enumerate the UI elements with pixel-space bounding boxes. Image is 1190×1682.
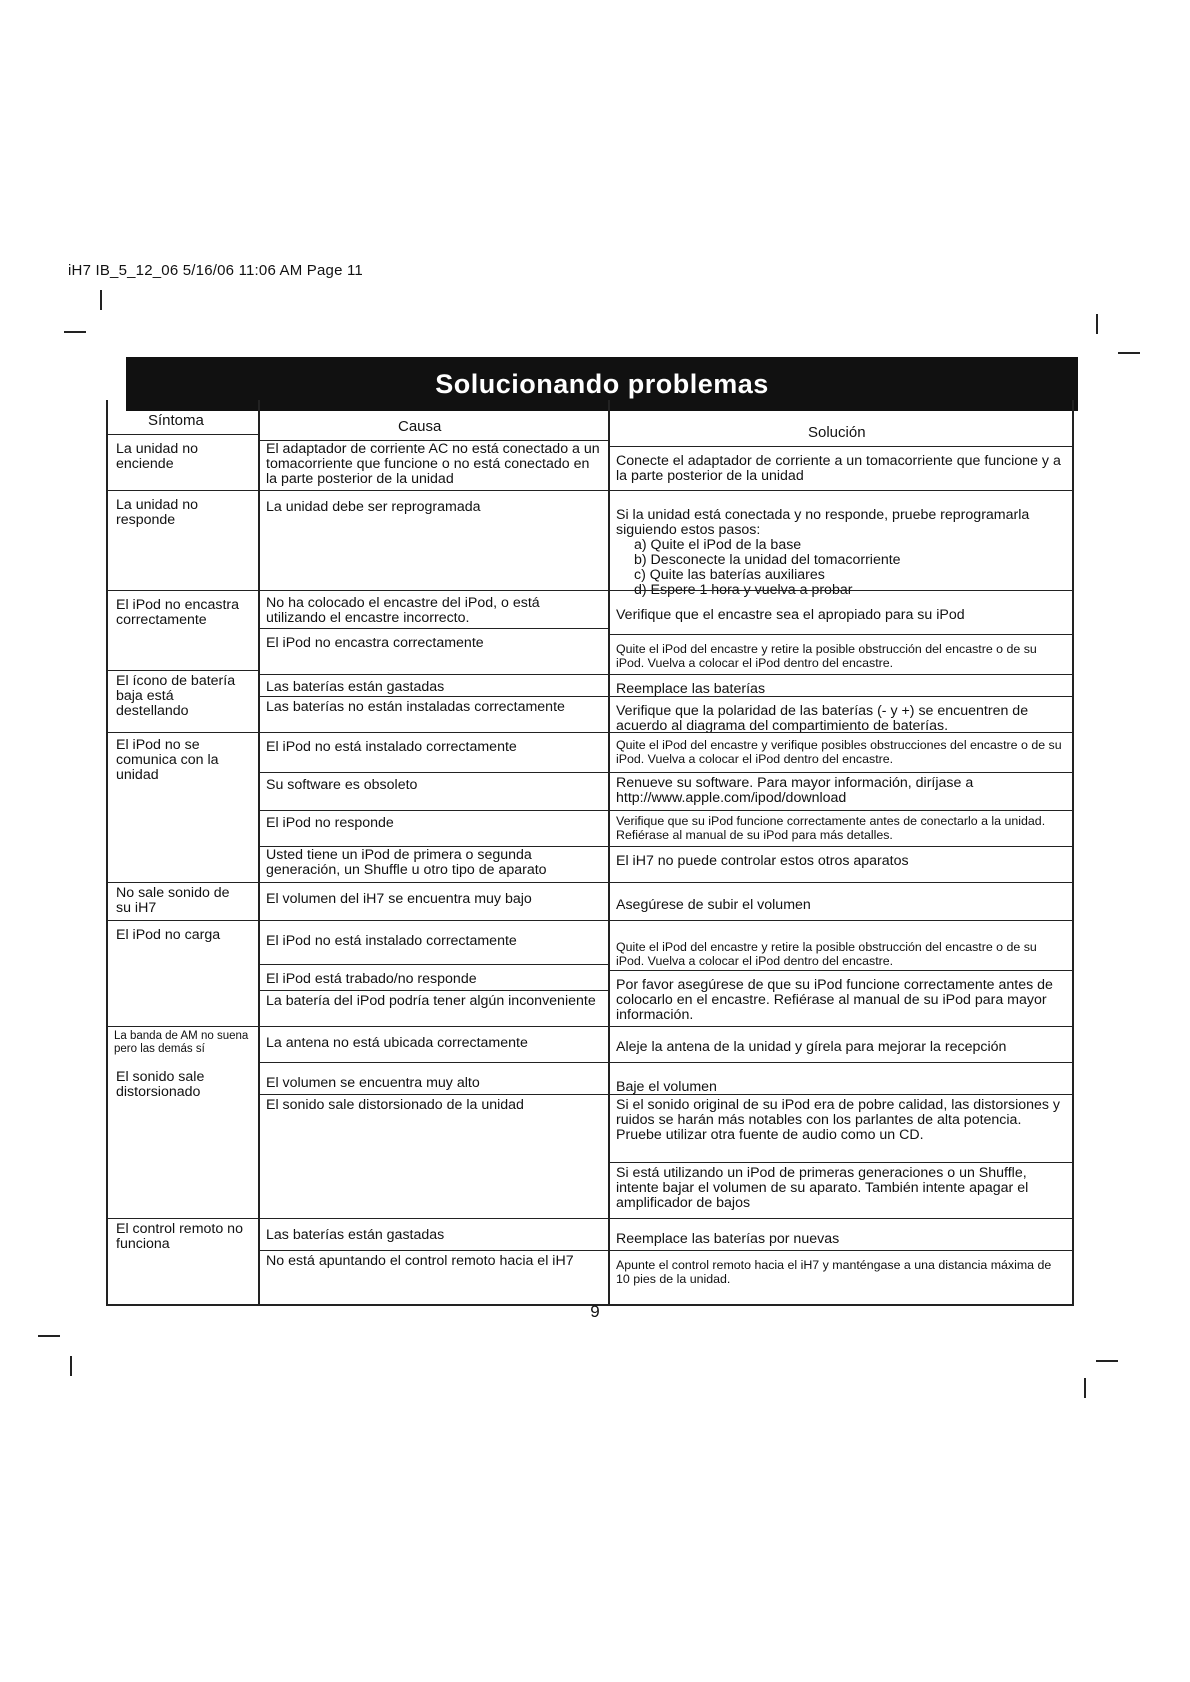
- solucion-4a: Reemplace las baterías: [616, 681, 766, 697]
- causa-1: El adaptador de corriente AC no está conectado a un tomacorriente que funcione o no está conectado en la parte posterior de la unidad: [266, 441, 600, 487]
- solucion-2-intro: Si la unidad está conectada y no responde, pruebe reprogramarla siguiendo estos pasos:: [616, 507, 1030, 538]
- causa-3a: No ha colocado el encastre del iPod, o está utilizando el encastre incorrecto.: [266, 595, 540, 626]
- solucion-5a: Quite el iPod del encastre y verifique posibles obstrucciones del encastre o de su iPod. Vuelva a colocar el iPod dentro del encastre.: [616, 738, 1062, 766]
- crop-mark-top-right-h: [1118, 352, 1140, 354]
- sintoma-9: El sonido sale distorsionado: [116, 1069, 205, 1100]
- causa-8: La antena no está ubicada correctamente: [266, 1035, 528, 1051]
- crop-mark-bottom-left-v: [70, 1356, 72, 1376]
- causa-5b: Su software es obsoleto: [266, 777, 418, 793]
- causa-7c: La batería del iPod podría tener algún inconveniente: [266, 993, 596, 1009]
- sintoma-1: La unidad no enciende: [116, 441, 199, 472]
- solucion-7b: Por favor asegúrese de que su iPod funcione correctamente antes de colocarlo en el encastre. Refiérase al manual de su iPod para mayor información.: [616, 977, 1053, 1023]
- sintoma-2: La unidad no responde: [116, 497, 199, 528]
- causa-5d: Usted tiene un iPod de primera o segunda generación, un Shuffle u otro tipo de aparato: [266, 847, 547, 878]
- solucion-9a: Baje el volumen: [616, 1079, 717, 1095]
- causa-9b: El sonido sale distorsionado de la unidad: [266, 1097, 524, 1113]
- crop-mark-top-left-v: [100, 290, 102, 310]
- header-solucion: Solución: [808, 424, 866, 441]
- reset-step-a: a) Quite el iPod de la base: [634, 537, 802, 553]
- causa-10b: No está apuntando el control remoto hacia el iH7: [266, 1253, 574, 1269]
- solucion-9b: Si el sonido original de su iPod era de pobre calidad, las distorsiones y ruidos se harán más notables con los parlantes de alta potencia. Pruebe utilizar otra fuente de audio como un CD.: [616, 1097, 1061, 1143]
- causa-4b: Las baterías no están instaladas correctamente: [266, 699, 565, 715]
- reset-steps-list: [616, 538, 1068, 598]
- solucion-5b: Renueve su software. Para mayor información, diríjase a http://www.apple.com/ipod/download: [616, 775, 974, 806]
- sintoma-6: No sale sonido de su iH7: [116, 885, 230, 916]
- solucion-4b: Verifique que la polaridad de las baterías (- y +) se encuentren de acuerdo al diagrama del compartimiento de baterías.: [616, 703, 1029, 734]
- sintoma-10: El control remoto no funciona: [116, 1221, 243, 1252]
- troubleshooting-table: [106, 400, 1074, 1306]
- page-title: Solucionando problemas: [435, 368, 769, 399]
- crop-mark-bottom-left-h: [38, 1335, 60, 1337]
- solucion-10b: Apunte el control remoto hacia el iH7 y manténgase a una distancia máxima de 10 pies de la unidad.: [616, 1258, 1052, 1286]
- reset-step-d: d) Espere 1 hora y vuelva a probar: [634, 582, 853, 598]
- causa-7b: El iPod está trabado/no responde: [266, 971, 477, 987]
- sintoma-7: El iPod no carga: [116, 927, 221, 943]
- solucion-8: Aleje la antena de la unidad y gírela para mejorar la recepción: [616, 1039, 1007, 1055]
- crop-mark-top-left-h: [64, 331, 86, 333]
- reset-step-b: b) Desconecte la unidad del tomacorriente: [634, 552, 901, 568]
- solucion-7a: Quite el iPod del encastre y retire la posible obstrucción del encastre o de su iPod. Vuelva a colocar el iPod dentro del encastre.: [616, 940, 1037, 968]
- sintoma-4: El ícono de batería baja está destellando: [116, 673, 236, 719]
- causa-4a: Las baterías están gastadas: [266, 679, 445, 695]
- solucion-5c: Verifique que su iPod funcione correctamente antes de conectarlo a la unidad. Refiérase al manual de su iPod para más detalles.: [616, 814, 1046, 842]
- crop-mark-top-right-v: [1096, 314, 1098, 334]
- print-slug: iH7 IB_5_12_06 5/16/06 11:06 AM Page 11: [68, 262, 363, 279]
- solucion-5d: El iH7 no puede controlar estos otros aparatos: [616, 853, 909, 869]
- crop-mark-bottom-right-h: [1096, 1360, 1118, 1362]
- solucion-10a: Reemplace las baterías por nuevas: [616, 1231, 840, 1247]
- solucion-9c: Si está utilizando un iPod de primeras generaciones o un Shuffle, intente bajar el volumen de su aparato. También intente apagar el amplificador de bajos: [616, 1165, 1029, 1211]
- header-causa: Causa: [398, 418, 442, 435]
- header-sintoma: Síntoma: [148, 412, 204, 429]
- page-number: 9: [590, 1302, 600, 1321]
- reset-step-c: c) Quite las baterías auxiliares: [634, 567, 825, 583]
- solucion-3b: Quite el iPod del encastre y retire la posible obstrucción del encastre o de su iPod. Vuelva a colocar el iPod dentro del encastre.: [616, 642, 1037, 670]
- solucion-3a: Verifique que el encastre sea el apropiado para su iPod: [616, 607, 965, 623]
- sintoma-8: La banda de AM no suena pero las demás sí: [114, 1030, 249, 1055]
- causa-3b: El iPod no encastra correctamente: [266, 635, 484, 651]
- sintoma-3: El iPod no encastra correctamente: [116, 597, 240, 628]
- causa-2: La unidad debe ser reprogramada: [266, 499, 481, 515]
- causa-5c: El iPod no responde: [266, 815, 394, 831]
- causa-9a: El volumen se encuentra muy alto: [266, 1075, 480, 1091]
- sintoma-5: El iPod no se comunica con la unidad: [116, 737, 219, 783]
- crop-mark-bottom-right-v: [1084, 1378, 1086, 1398]
- solucion-2: [616, 508, 1068, 598]
- solucion-6: Asegúrese de subir el volumen: [616, 897, 811, 913]
- causa-6: El volumen del iH7 se encuentra muy bajo: [266, 891, 532, 907]
- solucion-1: Conecte el adaptador de corriente a un tomacorriente que funcione y a la parte posterior de la unidad: [616, 453, 1061, 484]
- causa-5a: El iPod no está instalado correctamente: [266, 739, 517, 755]
- causa-10a: Las baterías están gastadas: [266, 1227, 445, 1243]
- causa-7a: El iPod no está instalado correctamente: [266, 933, 517, 949]
